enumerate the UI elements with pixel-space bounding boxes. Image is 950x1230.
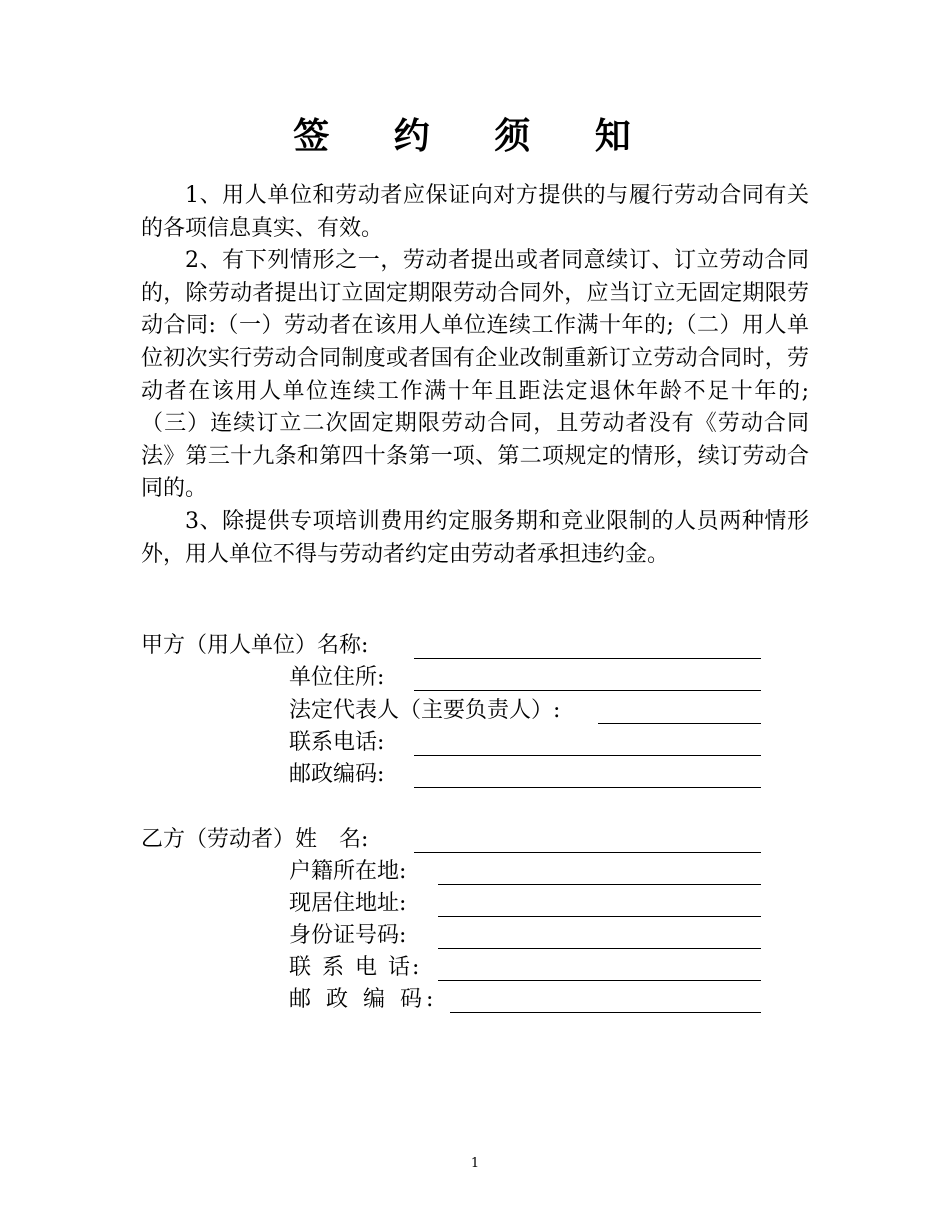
party-b-postcode-field[interactable] [289, 984, 761, 1016]
party-a-phone-line[interactable] [414, 755, 761, 756]
party-b-id-label: 身份证号码: [289, 923, 407, 948]
party-a-address-line[interactable] [414, 690, 761, 691]
party-a-postcode-field[interactable] [289, 759, 761, 791]
party-b-name-line[interactable] [414, 852, 761, 853]
party-a-phone-field[interactable] [289, 727, 761, 759]
party-a-postcode-label: 邮政编码: [289, 762, 385, 787]
party-b-residence-field[interactable] [289, 888, 761, 920]
party-b-name-field[interactable] [141, 824, 761, 856]
party-a-legal-rep-line[interactable] [598, 723, 761, 724]
party-b-name-label: 乙方（劳动者）姓 名: [141, 827, 369, 852]
notice-paragraph-2: 2、有下列情形之一，劳动者提出或者同意续订、订立劳动合同的，除劳动者提出订立固定期限劳动合同外，应当订立无固定期限劳动合同:（一）劳动者在该用人单位连续工作满十年的;（二）用人单位初次实行劳动合同制度或者国有企业改制重新订立劳动合同时，劳动者在该用人单位连续工作满十年且距法定退休年龄不足十年的;（三）连续订立二次固定期限劳动合同，且劳动者没有《劳动合同法》第三十九条和第四十条第一项、第二项规定的情形，续订劳动合同的。 [141, 248, 809, 502]
party-a-legal-rep-field[interactable] [289, 695, 761, 727]
party-b-postcode-line[interactable] [450, 1012, 761, 1013]
party-b-residence-label: 现居住地址: [289, 891, 407, 916]
party-b-phone-line[interactable] [438, 980, 761, 981]
party-a-address-field[interactable] [289, 662, 761, 694]
page-title: 签 约 须 知 [293, 116, 657, 157]
party-a-name-label: 甲方（用人单位）名称: [141, 633, 369, 658]
notice-body [141, 180, 809, 571]
page-number: 1 [470, 1156, 480, 1171]
party-b-hukou-label: 户籍所在地: [289, 859, 407, 884]
party-a-name-line[interactable] [414, 658, 761, 659]
notice-paragraph-1: 1、用人单位和劳动者应保证向对方提供的与履行劳动合同有关的各项信息真实、有效。 [141, 183, 809, 241]
party-a-address-label: 单位住所: [289, 665, 385, 690]
party-b-phone-label: 联 系 电 话: [289, 955, 422, 980]
party-b-hukou-line[interactable] [438, 884, 761, 885]
party-b-id-line[interactable] [438, 948, 761, 949]
party-b-phone-field[interactable] [289, 952, 761, 984]
notice-paragraph-3: 3、除提供专项培训费用约定服务期和竞业限制的人员两种情形外，用人单位不得与劳动者约定由劳动者承担违约金。 [141, 508, 809, 567]
party-b-id-field[interactable] [289, 920, 761, 952]
party-b-hukou-field[interactable] [289, 856, 761, 888]
party-b-postcode-label: 邮 政 编 码: [289, 987, 438, 1012]
party-b-residence-line[interactable] [438, 916, 761, 917]
party-a-phone-label: 联系电话: [289, 730, 385, 755]
party-a-legal-rep-label: 法定代表人（主要负责人）: [289, 698, 561, 723]
party-a-name-field[interactable] [141, 630, 761, 662]
party-a-postcode-line[interactable] [414, 787, 761, 788]
